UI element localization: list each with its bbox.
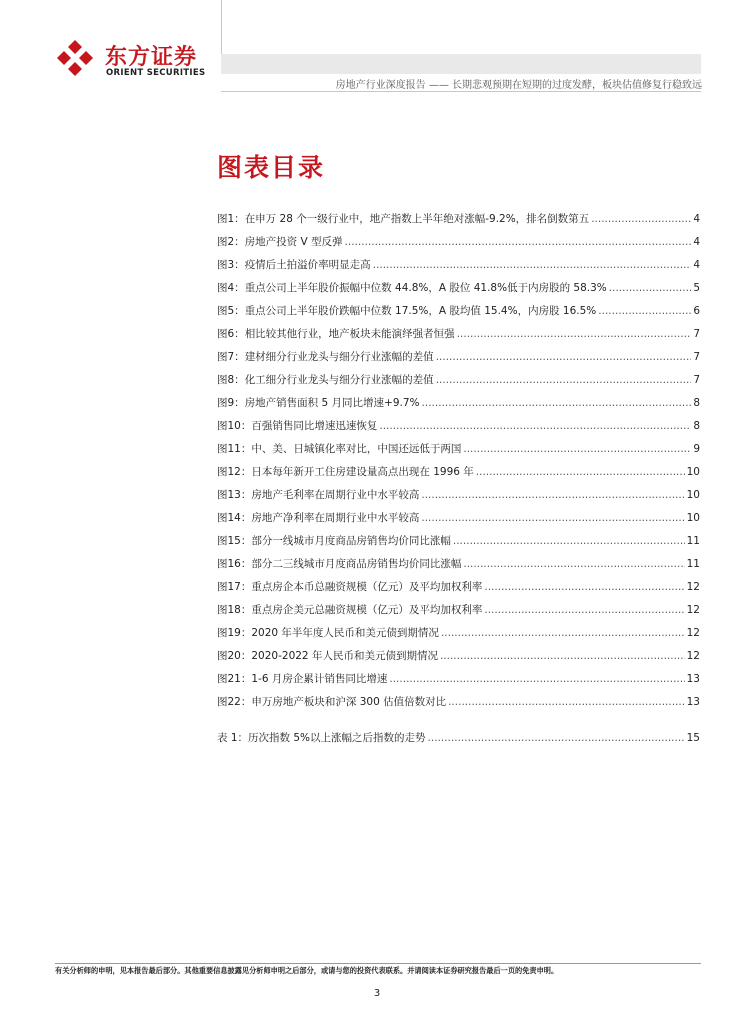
figure-list: [217, 211, 700, 717]
toc-entry-label: 图19：: [217, 627, 252, 639]
toc-entry-page: 10: [686, 489, 700, 501]
toc-entry-text: 建材细分行业龙头与细分行业涨幅的差值: [244, 351, 434, 363]
toc-entry-label: 图14：: [217, 512, 252, 524]
toc-entry-page: 12: [686, 604, 700, 616]
toc-entry-text: 1-6 月房企累计销售同比增速: [251, 673, 388, 685]
toc-entry-label: 图20：: [217, 650, 252, 662]
toc-dot-leader: [591, 213, 691, 225]
toc-entry-text: 房地产销售面积 5 月同比增速+9.7%: [244, 397, 420, 409]
header-bar: [221, 54, 701, 74]
toc-entry-page: 9: [693, 443, 700, 455]
toc-dot-leader: [457, 328, 692, 340]
toc-dot-leader: [448, 696, 685, 708]
toc-entry-text: 重点公司上半年股价振幅中位数 44.8%，A 股位 41.8%低于内房股的 58.3%: [244, 282, 607, 294]
toc-entry-page: 7: [693, 328, 700, 340]
figure-toc-entry[interactable]: [217, 234, 700, 257]
toc-entry-page: 8: [693, 420, 700, 432]
toc-entry-text: 化工细分行业龙头与细分行业涨幅的差值: [244, 374, 434, 386]
toc-entry-page: 11: [686, 558, 700, 570]
toc-dot-leader: [441, 627, 685, 639]
toc-entry-page: 4: [693, 213, 700, 225]
toc-dot-leader: [345, 236, 692, 248]
toc-entry-text: 百强销售同比增速迅速恢复: [251, 420, 378, 432]
figure-toc-entry[interactable]: [217, 694, 700, 717]
toc-entry-label: 图22：: [217, 696, 252, 708]
toc-entry-text: 中、美、日城镇化率对比，中国还远低于两国: [251, 443, 462, 455]
table-list: [217, 730, 700, 753]
company-logo: [55, 38, 215, 82]
toc-dot-leader: [598, 305, 691, 317]
toc-entry-label: 图16：: [217, 558, 252, 570]
figure-toc-entry[interactable]: [217, 510, 700, 533]
toc-entry-label: 图11：: [217, 443, 252, 455]
header-rule: [221, 91, 701, 92]
toc-dot-leader: [389, 673, 684, 685]
toc-entry-text: 相比较其他行业，地产板块未能演绎强者恒强: [244, 328, 455, 340]
toc-entry-label: 图15：: [217, 535, 252, 547]
toc-dot-leader: [609, 282, 692, 294]
toc-entry-page: 6: [693, 305, 700, 317]
toc-entry-text: 重点房企美元总融资规模（亿元）及平均加权利率: [251, 604, 483, 616]
toc-entry-text: 重点公司上半年股价跌幅中位数 17.5%，A 股均值 15.4%，内房股 16.5%: [244, 305, 597, 317]
figure-toc-entry[interactable]: [217, 303, 700, 326]
toc-dot-leader: [476, 466, 685, 478]
toc-entry-label: 图21：: [217, 673, 252, 685]
toc-entry-text: 房地产净利率在周期行业中水平较高: [251, 512, 420, 524]
toc-entry-label: 图9：: [217, 397, 245, 409]
toc-entry-text: 疫情后土拍溢价率明显走高: [244, 259, 371, 271]
toc-dot-leader: [436, 374, 692, 386]
toc-dot-leader: [373, 259, 692, 271]
toc-entry-label: 图3：: [217, 259, 245, 271]
disclaimer: 有关分析师的申明，见本报告最后部分。其他重要信息披露见分析师申明之后部分，或请与您的投资代表联系。并请阅读本证券研究报告最后一页的免责申明。: [55, 966, 559, 975]
toc-entry-label: 图5：: [217, 305, 245, 317]
toc-entry-label: 图2：: [217, 236, 245, 248]
toc-dot-leader: [463, 558, 684, 570]
toc-entry-text: 房地产投资 V 型反弹: [244, 236, 343, 248]
figure-toc-entry[interactable]: [217, 625, 700, 648]
toc-dot-leader: [379, 420, 691, 432]
toc-entry-text: 日本每年新开工住房建设量高点出现在 1996 年: [251, 466, 474, 478]
orient-securities-logo-icon: [55, 38, 95, 78]
toc-entry-label: 图6：: [217, 328, 245, 340]
toc-dot-leader: [484, 581, 684, 593]
figure-toc-entry[interactable]: [217, 257, 700, 280]
toc-entry-text: 历次指数 5%以上涨幅之后指数的走势: [248, 732, 426, 744]
toc-entry-page: 12: [686, 581, 700, 593]
toc-entry-page: 11: [686, 535, 700, 547]
toc-entry-page: 12: [686, 627, 700, 639]
toc-entry-label: 表 1：: [217, 732, 249, 744]
toc-title: 图表目录: [217, 153, 326, 182]
figure-toc-entry[interactable]: [217, 464, 700, 487]
figure-toc-entry[interactable]: [217, 441, 700, 464]
toc-entry-text: 申万房地产板块和沪深 300 估值倍数对比: [251, 696, 447, 708]
figure-toc-entry[interactable]: [217, 418, 700, 441]
toc-entry-text: 重点房企本币总融资规模（亿元）及平均加权利率: [251, 581, 483, 593]
page-number: 3: [373, 988, 381, 999]
logo-english-name: ORIENT SECURITIES: [106, 68, 206, 78]
figure-toc-entry[interactable]: [217, 556, 700, 579]
toc-entry-label: 图8：: [217, 374, 245, 386]
toc-dot-leader: [421, 512, 684, 524]
toc-dot-leader: [421, 489, 684, 501]
toc-entry-page: 15: [686, 732, 700, 744]
toc-entry-label: 图4：: [217, 282, 245, 294]
header-divider-vertical: [221, 0, 222, 54]
figure-toc-entry[interactable]: [217, 648, 700, 671]
toc-dot-leader: [453, 535, 685, 547]
toc-entry-text: 部分二三线城市月度商品房销售均价同比涨幅: [251, 558, 462, 570]
toc-entry-text: 2020 年半年度人民币和美元债到期情况: [251, 627, 439, 639]
toc-entry-page: 4: [693, 259, 700, 271]
toc-entry-page: 13: [686, 696, 700, 708]
toc-entry-label: 图7：: [217, 351, 245, 363]
toc-entry-text: 2020-2022 年人民币和美元债到期情况: [251, 650, 438, 662]
figure-toc-entry[interactable]: [217, 395, 700, 418]
figure-toc-entry[interactable]: [217, 533, 700, 556]
toc-entry-page: 13: [686, 673, 700, 685]
toc-entry-page: 12: [686, 650, 700, 662]
footer-rule: [55, 963, 701, 964]
toc-dot-leader: [428, 732, 685, 744]
figure-toc-entry[interactable]: [217, 579, 700, 602]
toc-entry-text: 在申万 28 个一级行业中，地产指数上半年绝对涨幅-9.2%，排名倒数第五: [244, 213, 590, 225]
toc-entry-label: 图13：: [217, 489, 252, 501]
toc-dot-leader: [440, 650, 685, 662]
toc-entry-page: 7: [693, 351, 700, 363]
toc-dot-leader: [422, 397, 692, 409]
table-toc-entry[interactable]: [217, 730, 700, 753]
figure-toc-entry[interactable]: [217, 487, 700, 510]
figure-toc-entry[interactable]: [217, 349, 700, 372]
toc-entry-label: 图1：: [217, 213, 245, 225]
toc-entry-page: 8: [693, 397, 700, 409]
toc-entry-label: 图10：: [217, 420, 252, 432]
figure-toc-entry[interactable]: [217, 602, 700, 625]
toc-entry-label: 图17：: [217, 581, 252, 593]
report-subtitle: 房地产行业深度报告 —— 长期悲观预期在短期的过度发酵，板块估值修复行稳致远: [335, 80, 702, 91]
logo-chinese-name: 东方证券: [105, 45, 198, 70]
figure-toc-entry[interactable]: [217, 372, 700, 395]
toc-entry-text: 部分一线城市月度商品房销售均价同比涨幅: [251, 535, 451, 547]
figure-toc-entry[interactable]: [217, 671, 700, 694]
toc-dot-leader: [463, 443, 691, 455]
toc-entry-label: 图12：: [217, 466, 252, 478]
toc-dot-leader: [436, 351, 692, 363]
toc-entry-label: 图18：: [217, 604, 252, 616]
toc-entry-page: 10: [686, 466, 700, 478]
figure-toc-entry[interactable]: [217, 211, 700, 234]
toc-dot-leader: [484, 604, 684, 616]
figure-toc-entry[interactable]: [217, 280, 700, 303]
toc-entry-page: 7: [693, 374, 700, 386]
toc-entry-text: 房地产毛利率在周期行业中水平较高: [251, 489, 420, 501]
toc-entry-page: 5: [693, 282, 700, 294]
toc-entry-page: 10: [686, 512, 700, 524]
figure-toc-entry[interactable]: [217, 326, 700, 349]
toc-entry-page: 4: [693, 236, 700, 248]
